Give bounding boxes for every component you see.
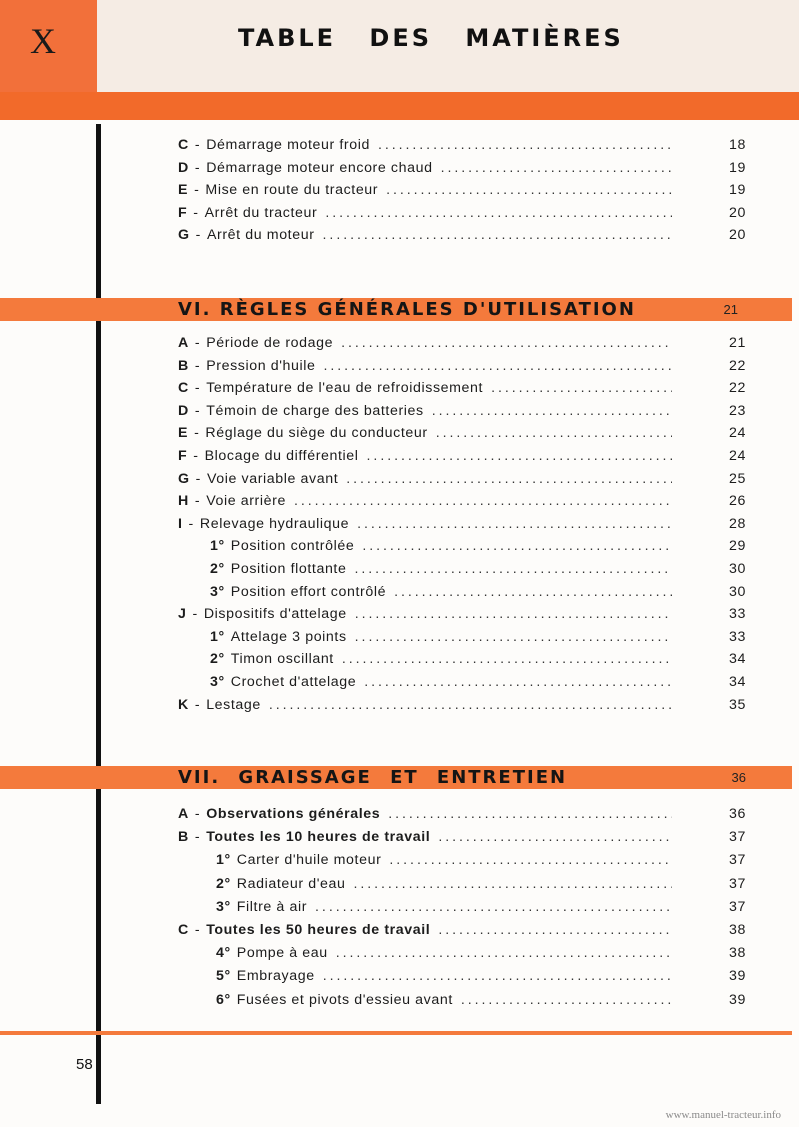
toc-entry xyxy=(216,852,746,874)
watermark: www.manuel-tracteur.info xyxy=(665,1109,781,1121)
toc-entry-label: Arrêt du tracteur xyxy=(204,204,318,221)
toc-leader-dots xyxy=(336,945,672,961)
toc-leader-dots xyxy=(364,674,672,690)
toc-entry-letter: G xyxy=(178,227,190,243)
section-vi-heading xyxy=(0,298,792,321)
toc-entry-dash: - xyxy=(193,448,199,464)
margin-rule xyxy=(96,124,101,1104)
toc-leader-dots xyxy=(269,697,672,713)
toc-entry-page: 18 xyxy=(729,137,746,153)
toc-entry-page: 36 xyxy=(729,806,746,822)
toc-entry-page: 33 xyxy=(729,606,746,623)
toc-leader-dots xyxy=(436,425,672,441)
toc-entry xyxy=(178,227,746,249)
toc-entry xyxy=(178,806,746,828)
toc-entry-letter: D xyxy=(178,402,189,419)
toc-entry-label: Arrêt du moteur xyxy=(206,227,315,243)
toc-entry-label: Position flottante xyxy=(230,561,347,577)
toc-entry xyxy=(178,335,746,357)
toc-entry-label: Attelage 3 points xyxy=(230,628,347,645)
toc-entry-letter: D xyxy=(178,159,189,176)
toc-entry-page: 30 xyxy=(729,561,746,577)
toc-leader-dots xyxy=(389,852,672,868)
toc-entry xyxy=(216,968,746,990)
toc-entry-letter: B xyxy=(178,357,189,374)
toc-entry-number: 3° xyxy=(210,674,225,690)
toc-entry-page: 35 xyxy=(729,696,746,713)
toc-entry-page: 37 xyxy=(729,852,746,869)
toc-leader-dots xyxy=(461,992,672,1008)
toc-entry-page: 38 xyxy=(729,945,746,962)
toc-entry-label: Témoin de charge des batteries xyxy=(206,402,424,419)
section-tab xyxy=(0,0,97,92)
toc-entry-page: 37 xyxy=(729,875,746,892)
toc-entry xyxy=(178,358,746,380)
toc-leader-dots xyxy=(355,606,672,622)
toc-entry-label: Carter d'huile moteur xyxy=(236,852,382,869)
toc-entry-label: Filtre à air xyxy=(236,898,308,915)
toc-entry xyxy=(178,471,746,493)
toc-leader-dots xyxy=(441,160,672,176)
toc-leader-dots xyxy=(394,584,672,600)
toc-entry-page: 39 xyxy=(729,991,746,1008)
toc-leader-dots xyxy=(323,227,672,243)
page-title: TABLE DES MATIÈRES xyxy=(238,24,624,52)
toc-entry-letter: C xyxy=(178,380,189,397)
toc-entry-page: 33 xyxy=(729,628,746,645)
toc-entry-number: 6° xyxy=(216,991,231,1008)
toc-entry-page: 34 xyxy=(729,674,746,690)
toc-leader-dots xyxy=(438,922,672,938)
toc-entry-letter: K xyxy=(178,696,189,713)
toc-leader-dots xyxy=(362,538,672,554)
toc-entry-label: Dispositifs d'attelage xyxy=(203,606,347,623)
toc-entry-dash: - xyxy=(194,425,200,442)
toc-entry-page: 19 xyxy=(729,182,746,198)
toc-entry-letter: C xyxy=(178,137,189,153)
toc-entry-label: Position effort contrôlé xyxy=(230,583,387,600)
toc-entry-label: Radiateur d'eau xyxy=(236,875,346,892)
toc-leader-dots xyxy=(324,358,672,374)
page-number: 58 xyxy=(76,1056,93,1073)
toc-entry-page: 38 xyxy=(729,922,746,938)
toc-leader-dots xyxy=(354,876,673,892)
toc-entry-dash: - xyxy=(194,922,201,938)
toc-entry xyxy=(210,674,746,696)
toc-entry-letter: I xyxy=(178,515,183,532)
toc-entry xyxy=(178,448,746,470)
toc-entry-label: Pompe à eau xyxy=(236,945,328,962)
toc-entry-dash: - xyxy=(195,227,201,243)
toc-entry-label: Position contrôlée xyxy=(230,538,355,555)
toc-leader-dots xyxy=(367,448,672,464)
toc-entry-letter: F xyxy=(178,204,188,221)
toc-entry xyxy=(178,182,746,204)
toc-entry-number: 1° xyxy=(216,852,231,869)
header-band xyxy=(0,92,799,120)
toc-entry-label: Lestage xyxy=(206,696,261,713)
toc-leader-dots xyxy=(346,471,672,487)
toc-entry-letter: J xyxy=(178,606,187,623)
toc-entry-dash: - xyxy=(194,335,201,351)
toc-entry-dash: - xyxy=(194,829,201,846)
toc-entry-dash: - xyxy=(194,182,200,198)
toc-leader-dots xyxy=(325,205,672,221)
toc-entry-label: Toutes les 10 heures de travail xyxy=(206,829,431,846)
section-letter: X xyxy=(30,21,56,61)
toc-entry xyxy=(178,160,746,182)
toc-entry-number: 1° xyxy=(210,538,225,555)
toc-entry xyxy=(178,606,746,628)
toc-entry-page: 26 xyxy=(729,493,746,510)
toc-entry-dash: - xyxy=(194,696,201,713)
toc-entry-page: 22 xyxy=(729,380,746,397)
toc-entry-label: Démarrage moteur encore chaud xyxy=(206,159,433,176)
toc-entry xyxy=(216,992,746,1014)
toc-entry-page: 20 xyxy=(729,204,746,221)
toc-entry-page: 24 xyxy=(729,425,746,442)
toc-entry-page: 22 xyxy=(729,357,746,374)
toc-leader-dots xyxy=(432,403,672,419)
toc-entry-label: Période de rodage xyxy=(206,335,334,351)
toc-entry-dash: - xyxy=(194,402,201,419)
section-vi-page: 21 xyxy=(723,302,738,317)
toc-entry xyxy=(178,697,746,719)
toc-entry-number: 2° xyxy=(216,875,231,892)
toc-entry xyxy=(216,899,746,921)
toc-entry-dash: - xyxy=(188,515,194,532)
toc-entry xyxy=(178,922,746,944)
toc-entry-label: Blocage du différentiel xyxy=(204,448,359,464)
toc-entry-letter: G xyxy=(178,470,190,487)
section-vii-heading xyxy=(0,766,792,789)
toc-entry-dash: - xyxy=(194,380,201,397)
toc-leader-dots xyxy=(354,561,672,577)
toc-entry-dash: - xyxy=(193,204,199,221)
toc-entry-page: 29 xyxy=(729,538,746,555)
toc-entry-page: 19 xyxy=(729,159,746,176)
toc-entry-dash: - xyxy=(194,137,201,153)
toc-entry-label: Voie arrière xyxy=(206,493,286,510)
toc-entry-dash: - xyxy=(195,470,201,487)
toc-entry xyxy=(210,651,746,673)
toc-entry xyxy=(216,876,746,898)
toc-entry-dash: - xyxy=(192,606,198,623)
toc-leader-dots xyxy=(378,137,672,153)
toc-entry xyxy=(178,403,746,425)
toc-leader-dots xyxy=(294,493,672,509)
toc-leader-dots xyxy=(315,899,672,915)
toc-entry-page: 37 xyxy=(729,829,746,846)
toc-entry xyxy=(178,493,746,515)
toc-entry-letter: A xyxy=(178,335,189,351)
toc-entry-label: Crochet d'attelage xyxy=(230,674,357,690)
toc-entry-dash: - xyxy=(194,357,201,374)
toc-entry-page: 34 xyxy=(729,651,746,668)
toc-leader-dots xyxy=(386,182,672,198)
toc-entry xyxy=(210,561,746,583)
toc-leader-dots xyxy=(355,629,672,645)
toc-entry-label: Réglage du siège du conducteur xyxy=(205,425,428,442)
section-vi-title: VI. RÈGLES GÉNÉRALES D'UTILISATION xyxy=(178,299,636,320)
toc-entry xyxy=(178,137,746,159)
toc-entry-number: 1° xyxy=(210,628,225,645)
toc-entry-label: Mise en route du tracteur xyxy=(205,182,379,198)
toc-entry-page: 21 xyxy=(729,335,746,351)
toc-entry-dash: - xyxy=(194,806,201,822)
toc-entry xyxy=(210,584,746,606)
toc-leader-dots xyxy=(341,335,672,351)
toc-entry-page: 30 xyxy=(729,583,746,600)
toc-entry-number: 2° xyxy=(210,651,225,668)
toc-leader-dots xyxy=(438,829,672,845)
toc-entry xyxy=(178,829,746,851)
toc-entry-number: 3° xyxy=(210,583,225,600)
toc-entry-page: 24 xyxy=(729,448,746,464)
toc-entry-letter: B xyxy=(178,829,189,846)
toc-entry-number: 3° xyxy=(216,898,231,915)
toc-entry xyxy=(178,516,746,538)
toc-entry-label: Observations générales xyxy=(206,806,381,822)
toc-entry-dash: - xyxy=(194,159,201,176)
toc-entry-letter: C xyxy=(178,922,189,938)
toc-entry-label: Pression d'huile xyxy=(206,357,316,374)
toc-entry-letter: E xyxy=(178,182,189,198)
toc-entry xyxy=(178,380,746,402)
toc-entry-page: 25 xyxy=(729,470,746,487)
toc-entry-label: Toutes les 50 heures de travail xyxy=(206,922,431,938)
toc-entry xyxy=(210,629,746,651)
toc-entry-letter: A xyxy=(178,806,189,822)
toc-leader-dots xyxy=(357,516,672,532)
toc-entry xyxy=(178,205,746,227)
toc-entry-label: Relevage hydraulique xyxy=(199,515,350,532)
toc-entry-label: Température de l'eau de refroidissement xyxy=(206,380,484,397)
toc-leader-dots xyxy=(323,968,672,984)
toc-leader-dots xyxy=(388,806,672,822)
toc-entry-page: 23 xyxy=(729,402,746,419)
toc-entry-page: 37 xyxy=(729,898,746,915)
section-vii-title: VII. GRAISSAGE ET ENTRETIEN xyxy=(178,767,568,788)
toc-entry-label: Démarrage moteur froid xyxy=(206,137,370,153)
toc-entry-label: Fusées et pivots d'essieu avant xyxy=(236,991,453,1008)
section-vii-page: 36 xyxy=(731,770,746,785)
toc-entry-label: Voie variable avant xyxy=(206,470,339,487)
toc-entry xyxy=(216,945,746,967)
toc-entry-number: 4° xyxy=(216,945,231,962)
toc-entry xyxy=(178,425,746,447)
toc-leader-dots xyxy=(491,380,672,396)
toc-entry-page: 28 xyxy=(729,515,746,532)
toc-entry xyxy=(210,538,746,560)
toc-entry-letter: E xyxy=(178,425,189,442)
toc-entry-page: 39 xyxy=(729,968,746,985)
toc-leader-dots xyxy=(342,651,672,667)
toc-entry-number: 2° xyxy=(210,561,225,577)
toc-entry-number: 5° xyxy=(216,968,231,985)
toc-entry-label: Timon oscillant xyxy=(230,651,334,668)
toc-entry-page: 20 xyxy=(729,227,746,243)
footer-rule xyxy=(0,1031,792,1035)
toc-entry-letter: F xyxy=(178,448,188,464)
toc-entry-label: Embrayage xyxy=(236,968,315,985)
toc-entry-dash: - xyxy=(194,493,201,510)
toc-entry-letter: H xyxy=(178,493,189,510)
